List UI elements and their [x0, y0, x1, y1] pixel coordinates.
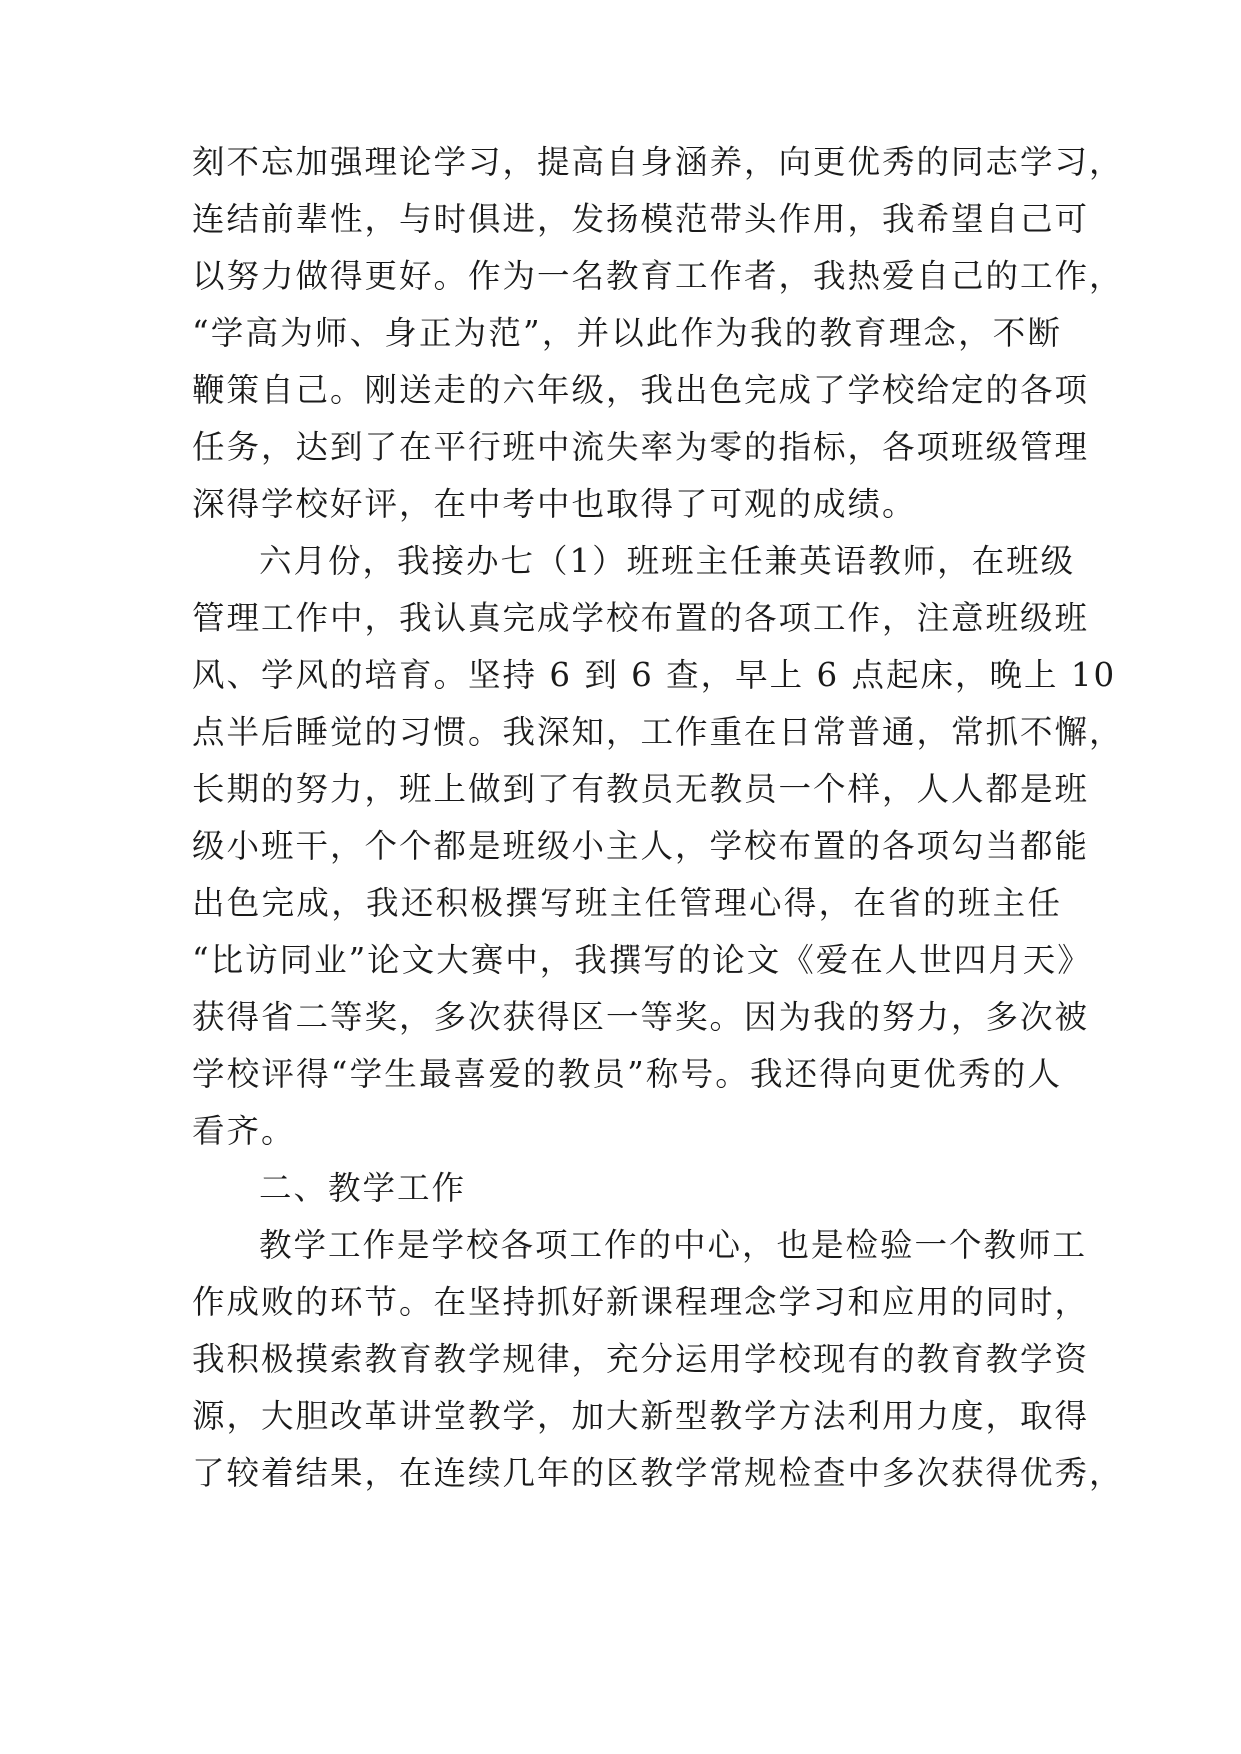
- text-line: 长期的努力，班上做到了有教员无教员一个样，人人都是班: [192, 770, 1090, 808]
- text-line: 了较着结果，在连续几年的区教学常规检查中多次获得优秀，: [192, 1454, 1124, 1492]
- text-line: 任务，达到了在平行班中流失率为零的指标，各项班级管理: [192, 428, 1090, 466]
- text-line: 深得学校好评，在中考中也取得了可观的成绩。: [192, 485, 917, 523]
- text-line: 获得省二等奖，多次获得区一等奖。因为我的努力，多次被: [192, 998, 1090, 1036]
- text-line: 鞭策自己。刚送走的六年级，我出色完成了学校给定的各项: [192, 371, 1090, 409]
- text-line: 作成败的环节。在坚持抓好新课程理念学习和应用的同时，: [192, 1283, 1090, 1321]
- paragraph: [192, 533, 1124, 1160]
- text-line: “学高为师、身正为范”，并以此作为我的教育理念，不断: [192, 314, 1062, 352]
- text-line: 点半后睡觉的习惯。我深知，工作重在日常普通，常抓不懈，: [192, 713, 1124, 751]
- text-line: “比访同业”论文大赛中，我撰写的论文《爱在人世四月天》: [192, 941, 1092, 979]
- text-line: 教学工作是学校各项工作的中心，也是检验一个教师工: [259, 1226, 1088, 1264]
- text-line: 风、学风的培育。坚持 6 到 6 查，早上 6 点起床，晚上 10: [192, 656, 1117, 694]
- text-line: 刻不忘加强理论学习，提高自身涵养，向更优秀的同志学习，: [192, 143, 1124, 181]
- text-line: 我积极摸索教育教学规律，充分运用学校现有的教育教学资: [192, 1340, 1090, 1378]
- paragraph: [192, 1217, 1124, 1502]
- text-line: 源，大胆改革讲堂教学，加大新型教学方法利用力度，取得: [192, 1397, 1090, 1435]
- document-body: [192, 134, 1124, 1502]
- paragraph: [192, 134, 1124, 533]
- text-line: 六月份，我接办七（1）班班主任兼英语教师，在班级: [259, 542, 1076, 580]
- section-heading: [192, 1160, 1062, 1217]
- heading-text: 二、教学工作: [259, 1169, 467, 1207]
- text-line: 连结前辈性，与时俱进，发扬模范带头作用，我希望自己可: [192, 200, 1090, 238]
- text-line: 出色完成，我还积极撰写班主任管理心得，在省的班主任: [192, 884, 1062, 922]
- text-line: 看齐。: [192, 1112, 296, 1150]
- text-line: 以努力做得更好。作为一名教育工作者，我热爱自己的工作，: [192, 257, 1124, 295]
- text-line: 管理工作中，我认真完成学校布置的各项工作，注意班级班: [192, 599, 1090, 637]
- text-line: 学校评得“学生最喜爱的教员”称号。我还得向更优秀的人: [192, 1055, 1062, 1093]
- text-line: 级小班干，个个都是班级小主人，学校布置的各项勾当都能: [192, 827, 1090, 865]
